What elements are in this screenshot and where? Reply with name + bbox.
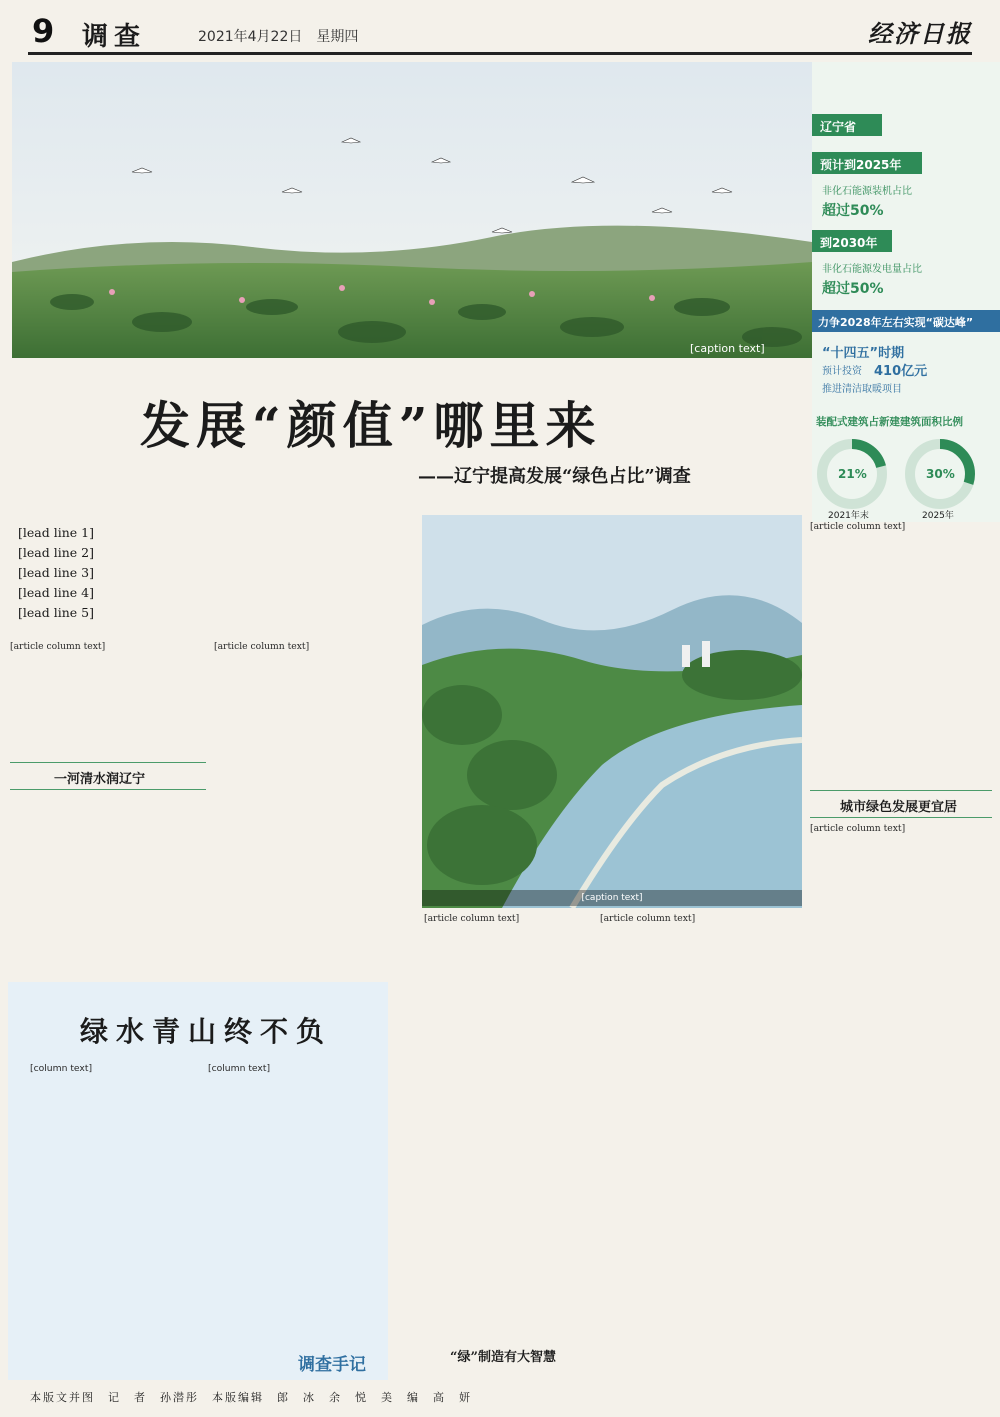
hero-photo-caption: [caption text] xyxy=(690,342,765,355)
page-number: 9 xyxy=(32,12,55,50)
nonfossil-capacity-label: 非化石能源装机占比 xyxy=(822,186,912,197)
nonfossil-power-label: 非化石能源发电量占比 xyxy=(822,264,922,275)
page-header xyxy=(0,0,1000,54)
hero-photo xyxy=(12,62,812,358)
investment-value: 410亿元 xyxy=(874,364,928,379)
lead-line: [lead line 1] xyxy=(18,525,94,540)
green-energy-infographic xyxy=(812,62,1000,522)
header-divider xyxy=(28,52,972,55)
article-photo xyxy=(422,515,802,908)
prefab-2025-year: 2025年 xyxy=(922,511,954,521)
prefab-2025-value: 30% xyxy=(926,467,955,481)
lead-line: [lead line 3] xyxy=(18,565,94,580)
investment-label: 预计投资 xyxy=(822,366,862,377)
section-heading-text: 一河清水润辽宁 xyxy=(54,772,146,787)
section-heading-city xyxy=(810,790,992,818)
carbon-peak-goal: 力争2028年左右实现“碳达峰” xyxy=(818,316,974,329)
infographic-2025-label: 预计到2025年 xyxy=(820,158,902,172)
article-photo-caption: [caption text] xyxy=(422,890,802,906)
investment-note: 推进清洁取暖项目 xyxy=(822,384,902,395)
section-heading-text: 城市绿色发展更宜居 xyxy=(840,800,958,815)
article-column-5: [article column text] xyxy=(810,521,906,532)
lead-line: [lead line 5] xyxy=(18,605,94,620)
commentary-text-right: [column text] xyxy=(208,1063,271,1074)
article-column-1: [article column text] xyxy=(10,641,106,652)
infographic-region: 辽宁省 xyxy=(820,120,857,134)
plan-period: “十四五”时期 xyxy=(822,346,905,361)
nonfossil-capacity-value: 超过50% xyxy=(822,203,884,219)
prefab-2021-value: 21% xyxy=(838,467,867,481)
subheadline: ——辽宁提高发展“绿色占比”调查 xyxy=(418,466,691,487)
section-title: 调查 xyxy=(82,22,147,52)
commentary-label: 调查手记 xyxy=(298,1355,366,1375)
article-column-3: [article column text] xyxy=(424,913,520,924)
lead-line: [lead line 2] xyxy=(18,545,94,560)
main-headline: 发展“颜值”哪里来 xyxy=(140,396,602,455)
byline: 本版文并图 记 者 孙潜彤 本版编辑 郎 冰 余 悦 美 编 高 妍 xyxy=(30,1391,472,1404)
prefab-2021-year: 2021年末 xyxy=(828,511,869,521)
commentary-text-left: [column text] xyxy=(30,1063,93,1074)
section-heading-manufacturing xyxy=(422,1344,588,1368)
article-column-4: [article column text] xyxy=(600,913,696,924)
nonfossil-power-value: 超过50% xyxy=(822,281,884,297)
section-heading-river xyxy=(10,762,206,790)
issue-date: 2021年4月22日 星期四 xyxy=(198,29,359,45)
lead-line: [lead line 4] xyxy=(18,585,94,600)
prefab-building-title: 装配式建筑占新建建筑面积比例 xyxy=(816,416,963,428)
infographic-2030-label: 到2030年 xyxy=(820,236,878,250)
newspaper-masthead: 经济日报 xyxy=(868,19,972,48)
article-column-6: [article column text] xyxy=(810,823,906,834)
article-column-2: [article column text] xyxy=(214,641,310,652)
section-heading-text: “绿”制造有大智慧 xyxy=(450,1350,556,1365)
commentary-title: 绿水青山终不负 xyxy=(80,1015,333,1048)
